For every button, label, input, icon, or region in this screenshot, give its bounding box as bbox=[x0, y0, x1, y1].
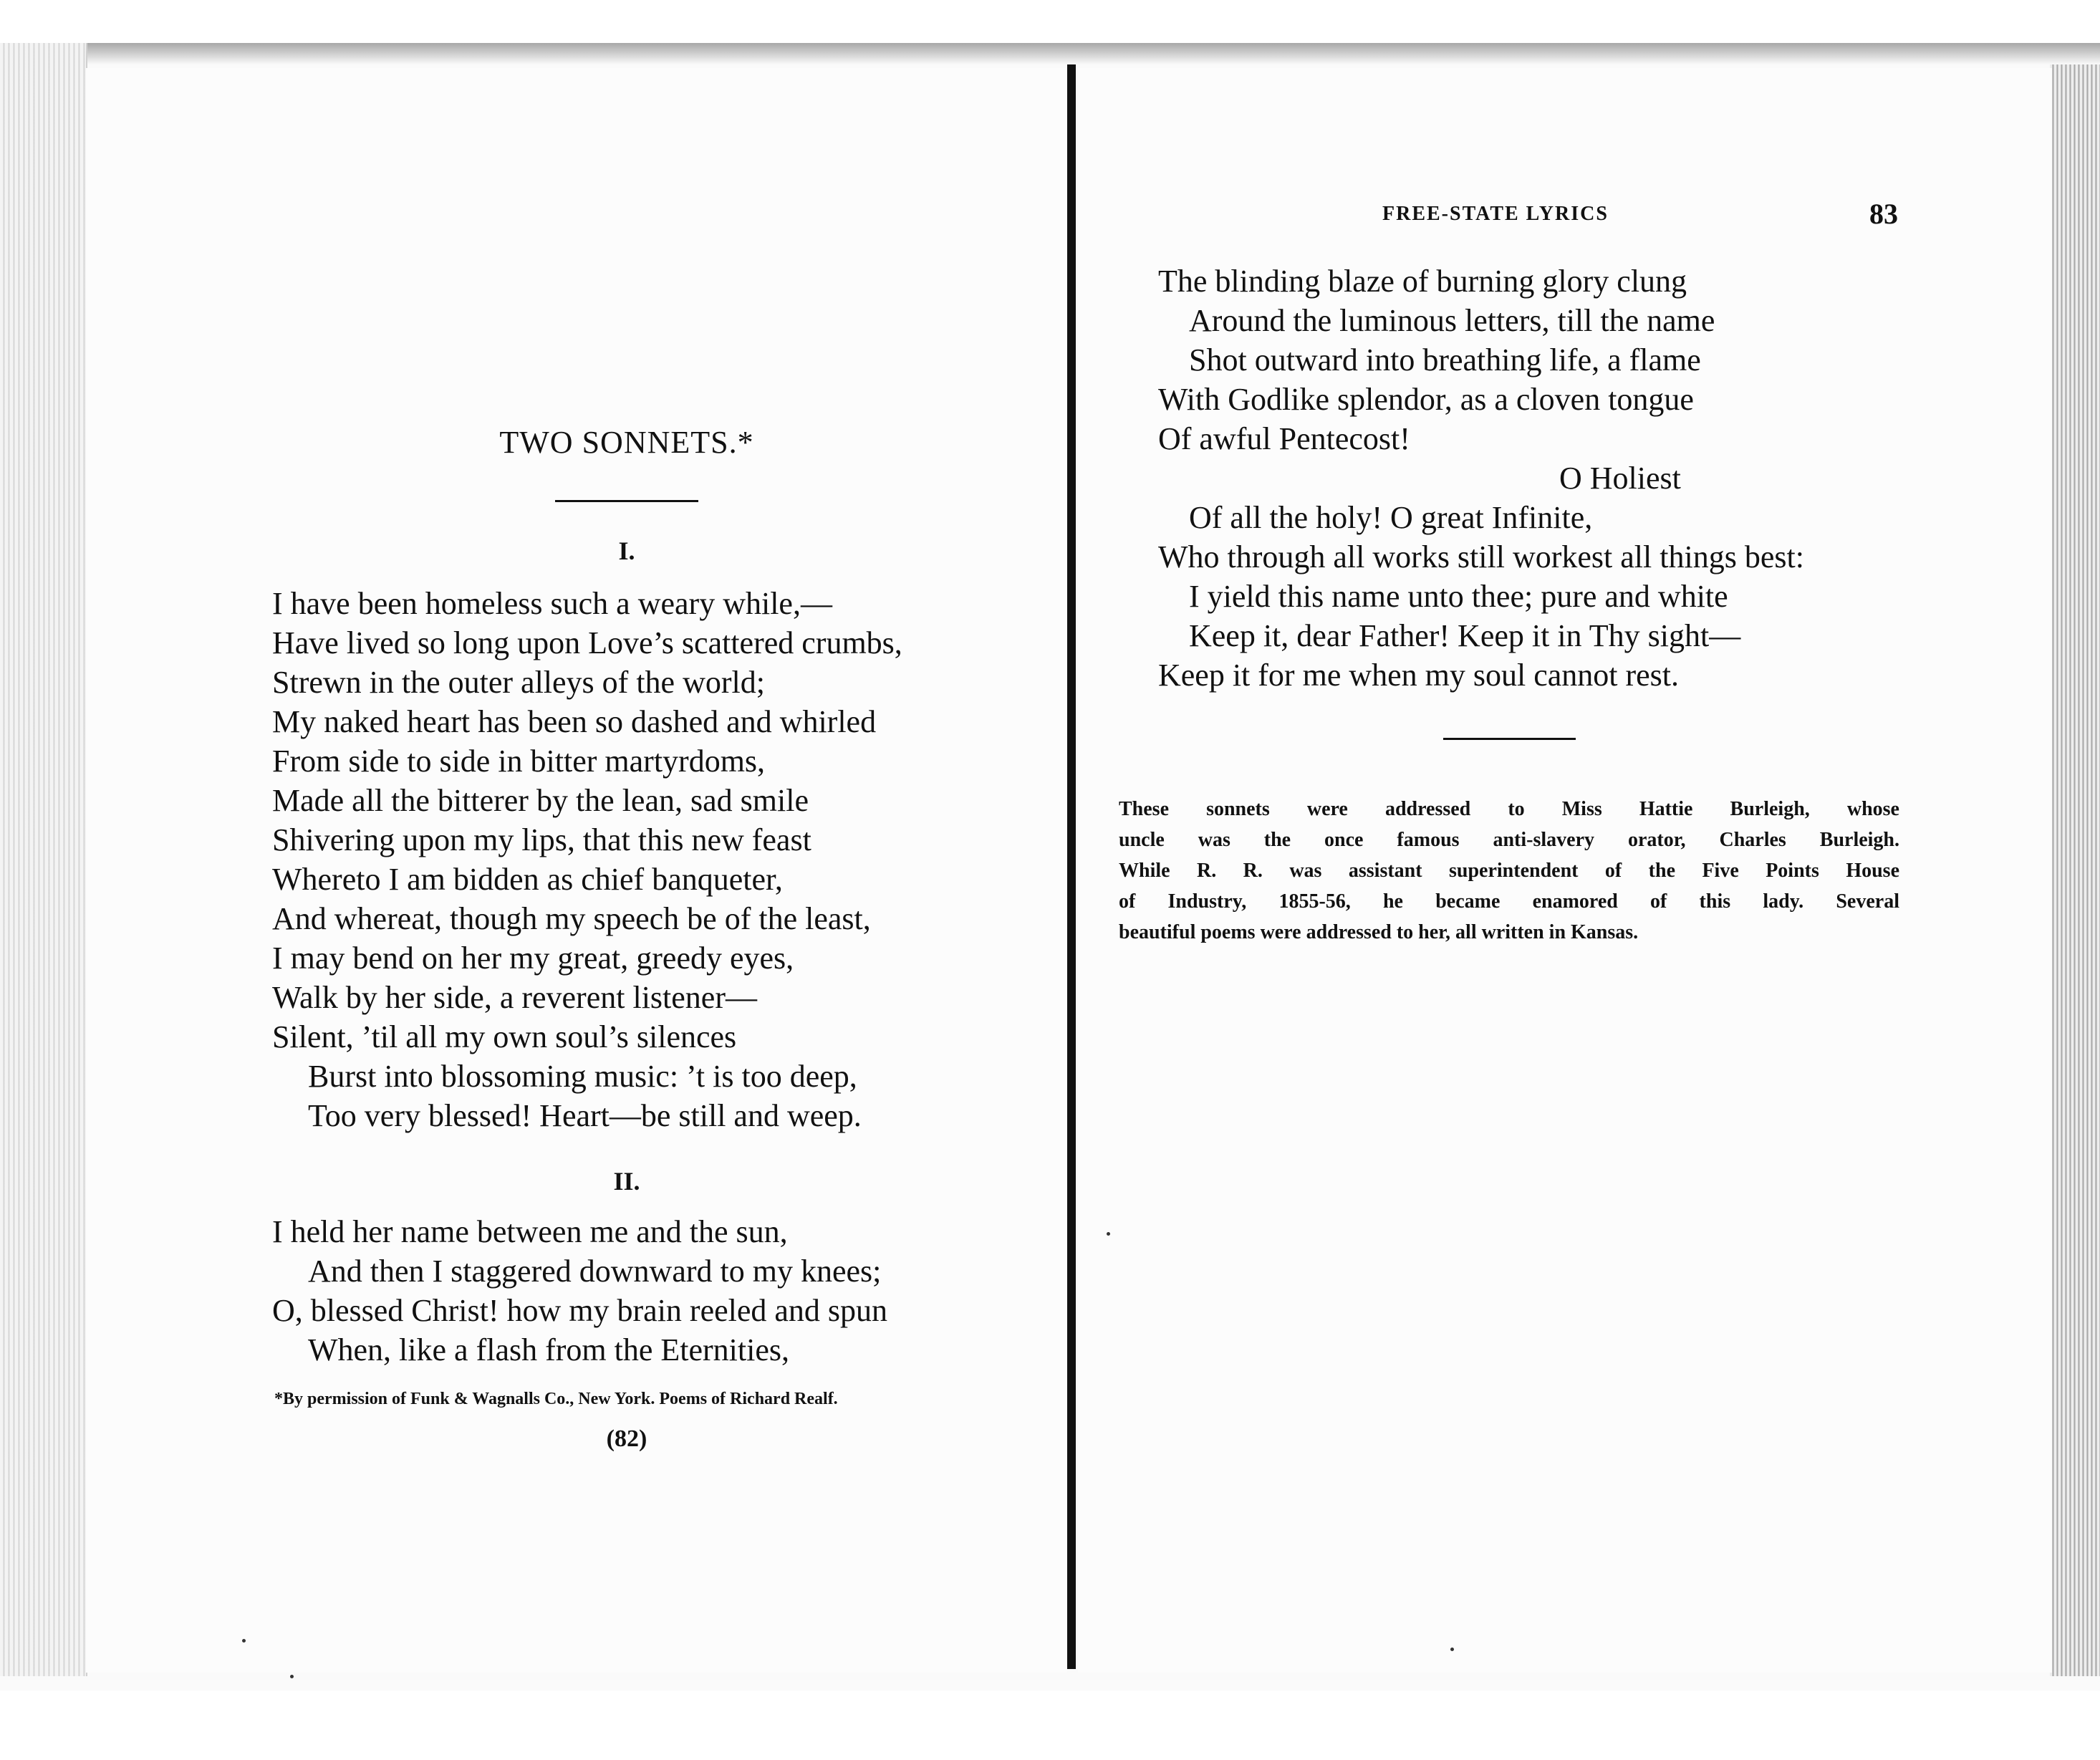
sonnet-1-line: Shivering upon my lips, that this new feast bbox=[272, 822, 811, 857]
running-head: FREE-STATE LYRICS bbox=[1382, 203, 1609, 225]
sonnet-2-continued-line: With Godlike splendor, as a cloven tongue bbox=[1158, 382, 1694, 417]
sonnet-1-line: Strewn in the outer alleys of the world; bbox=[272, 665, 765, 700]
sonnet-1-line: And whereat, though my speech be of the least, bbox=[272, 901, 871, 936]
scan-speck bbox=[242, 1639, 246, 1643]
sonnet-2-line: When, like a flash from the Eternities, bbox=[308, 1332, 789, 1367]
sonnet-2-continued-line: Shot outward into breathing life, a flame bbox=[1189, 342, 1701, 378]
right-page-edges bbox=[2050, 64, 2100, 1676]
title-rule bbox=[555, 500, 698, 502]
sonnet-1-line: Too very blessed! Heart—be still and weep. bbox=[308, 1098, 862, 1133]
sonnet-1-line: Burst into blossoming music: ’t is too deep, bbox=[308, 1059, 857, 1094]
page-number-left: (82) bbox=[606, 1425, 647, 1452]
sonnet-2-continued-line: Of awful Pentecost! bbox=[1158, 421, 1410, 456]
scan-speck bbox=[1450, 1648, 1454, 1651]
sonnet-1-line: I have been homeless such a weary while,— bbox=[272, 586, 832, 621]
note-rule bbox=[1443, 738, 1576, 740]
sonnet-2-continued-line: O Holiest bbox=[1559, 461, 1681, 496]
sonnet-2-continued-line: Keep it for me when my soul cannot rest. bbox=[1158, 658, 1680, 693]
sonnet-1-line: Made all the bitterer by the lean, sad smile bbox=[272, 783, 809, 818]
note-line: uncle was the once famous anti-slavery orator, Charles Burleigh. bbox=[1119, 829, 1899, 851]
sonnet-2-numeral: II. bbox=[613, 1167, 640, 1196]
poem-title: TWO SONNETS.* bbox=[499, 425, 754, 460]
page-top-shadow bbox=[0, 43, 2100, 64]
sonnet-2-continued-line: Keep it, dear Father! Keep it in Thy sight— bbox=[1189, 618, 1741, 653]
note-line: of Industry, 1855-56, he became enamored of this lady. Several bbox=[1119, 890, 1899, 913]
sonnet-1-numeral: I. bbox=[618, 537, 635, 565]
page-number-right: 83 bbox=[1869, 198, 1898, 230]
sonnet-2-continued-line: I yield this name unto thee; pure and white bbox=[1189, 579, 1728, 614]
permission-footnote: *By permission of Funk & Wagnalls Co., New York. Poems of Richard Realf. bbox=[274, 1390, 838, 1408]
sonnet-1-line: From side to side in bitter martyrdoms, bbox=[272, 744, 766, 779]
sonnet-2-continued-line: Who through all works still workest all things best: bbox=[1158, 539, 1804, 574]
sonnet-2-continued-line: The blinding blaze of burning glory clung bbox=[1158, 264, 1687, 299]
sonnet-1-line: Walk by her side, a reverent listener— bbox=[272, 980, 757, 1015]
note-line: beautiful poems were addressed to her, all written in Kansas. bbox=[1119, 921, 1639, 943]
sonnet-2-continued-line: Around the luminous letters, till the name bbox=[1189, 303, 1715, 338]
sonnet-1-line: Whereto I am bidden as chief banqueter, bbox=[272, 862, 783, 897]
scan-speck bbox=[290, 1675, 294, 1678]
scan-speck bbox=[1107, 1232, 1110, 1236]
sonnet-2-line: And then I staggered downward to my knees; bbox=[308, 1254, 882, 1289]
sonnet-2-continued-line: Of all the holy! O great Infinite, bbox=[1189, 500, 1593, 535]
editorial-note bbox=[1119, 794, 1899, 948]
note-line: These sonnets were addressed to Miss Hattie Burleigh, whose bbox=[1119, 798, 1899, 820]
note-line: While R. R. was assistant superintendent of the Five Points House bbox=[1119, 860, 1899, 882]
sonnet-1-line: I may bend on her my great, greedy eyes, bbox=[272, 941, 794, 976]
sonnet-2-line: O, blessed Christ! how my brain reeled and spun bbox=[272, 1293, 888, 1328]
sonnet-2-line: I held her name between me and the sun, bbox=[272, 1214, 788, 1249]
sonnet-1-line: My naked heart has been so dashed and whirled bbox=[272, 704, 877, 739]
sonnet-1-line: Silent, ’til all my own soul’s silences bbox=[272, 1019, 737, 1054]
sonnet-1-line: Have lived so long upon Love’s scattered crumbs, bbox=[272, 625, 902, 660]
